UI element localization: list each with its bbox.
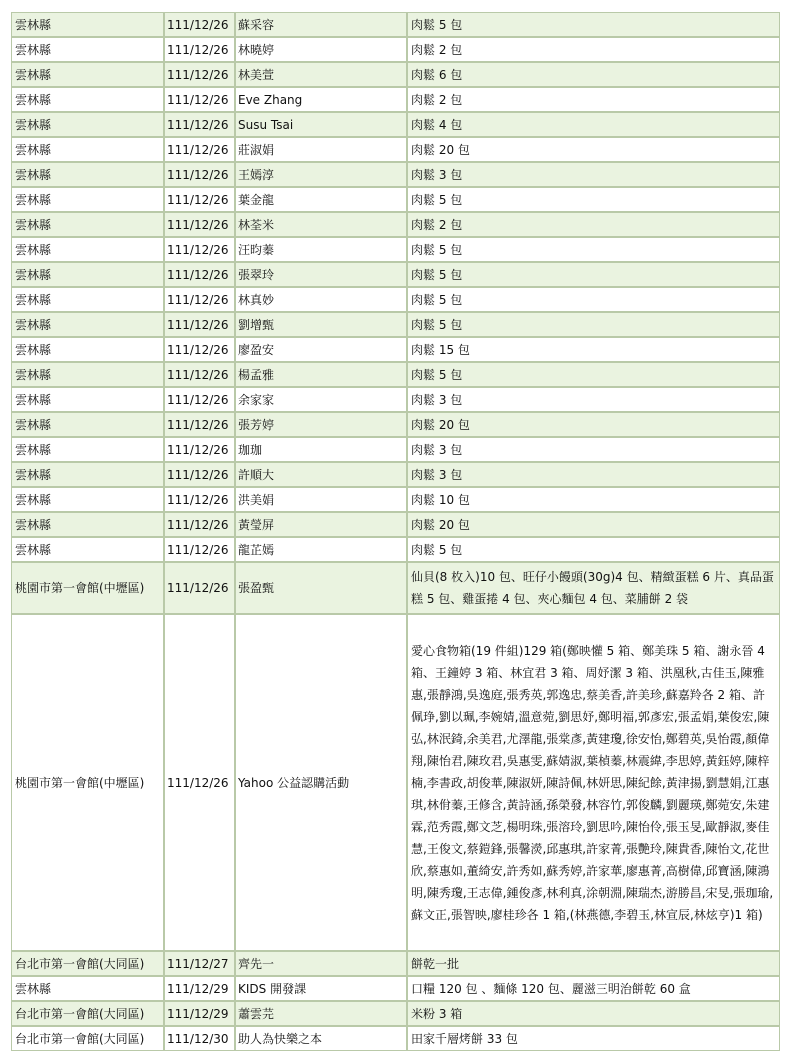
date-cell: 111/12/26 [164, 337, 235, 362]
donor-cell: 林曉婷 [235, 37, 407, 62]
table-row [11, 12, 780, 37]
date-cell: 111/12/26 [164, 537, 235, 562]
date-cell: 111/12/27 [164, 951, 235, 976]
county-cell: 雲林縣 [11, 487, 164, 512]
county-cell: 雲林縣 [11, 137, 164, 162]
date-cell: 111/12/30 [164, 1026, 235, 1051]
date-cell: 111/12/26 [164, 562, 235, 614]
item-cell: 肉鬆 10 包 [407, 487, 780, 512]
donation-list [11, 12, 780, 1051]
donor-cell: 黃瑩屏 [235, 512, 407, 537]
date-cell: 111/12/26 [164, 212, 235, 237]
item-cell: 肉鬆 5 包 [407, 362, 780, 387]
date-cell: 111/12/26 [164, 614, 235, 951]
county-cell: 雲林縣 [11, 237, 164, 262]
county-cell: 雲林縣 [11, 437, 164, 462]
table-row [11, 976, 780, 1001]
donor-cell: 葉金龍 [235, 187, 407, 212]
date-cell: 111/12/26 [164, 512, 235, 537]
item-cell: 肉鬆 5 包 [407, 237, 780, 262]
item-cell: 肉鬆 4 包 [407, 112, 780, 137]
date-cell: 111/12/26 [164, 87, 235, 112]
date-cell: 111/12/26 [164, 12, 235, 37]
county-cell: 雲林縣 [11, 287, 164, 312]
donor-cell: 莊淑娟 [235, 137, 407, 162]
donor-cell: 余家家 [235, 387, 407, 412]
donor-cell: 齊先一 [235, 951, 407, 976]
table-row [11, 537, 780, 562]
county-cell: 雲林縣 [11, 212, 164, 237]
table-row [11, 1026, 780, 1051]
item-cell: 肉鬆 5 包 [407, 287, 780, 312]
county-cell: 雲林縣 [11, 62, 164, 87]
county-cell: 雲林縣 [11, 87, 164, 112]
county-cell: 雲林縣 [11, 337, 164, 362]
date-cell: 111/12/26 [164, 237, 235, 262]
county-cell: 雲林縣 [11, 162, 164, 187]
county-cell: 雲林縣 [11, 362, 164, 387]
item-cell: 肉鬆 3 包 [407, 162, 780, 187]
county-cell: 雲林縣 [11, 387, 164, 412]
table-row [11, 512, 780, 537]
county-cell: 台北市第一會館(大同區) [11, 1026, 164, 1051]
item-cell: 愛心食物箱(19 件組)129 箱(鄭映懽 5 箱、鄭美珠 5 箱、謝永晉 4 箱、王鐘婷 3 箱、林宜君 3 箱、周妤潔 3 箱、洪凰秋,古佳玉,陳雅惠,張靜鴻,吳逸庭,張秀英,郭逸忠,蔡美香,許美珍,蘇嘉羚各 2 箱、許佩琤,劉以珮,李婉婧,溫意菀,劉思妤,鄭明福,郭彥宏,張孟娟,葉俊宏,陳弘,林泯錡,余美君,尤澤龍,張棠彥,黃建瓊,徐安怡,鄭碧英,吳怡霞,顏偉翔,陳怡君,陳玫君,吳惠雯,蘇婧淑,葉楨蓁,林震緯,李思婷,黃鈺婷,陳梓楠,李書政,胡俊華,陳淑妍,陳詩佩,林妍思,陳紀餘,黃津揚,劉慧娟,江惠琪,林佾蓁,王修含,黃詩涵,孫榮發,林容竹,郭俊麟,劉麗瑛,鄭菀安,朱建霖,范秀霞,鄭文芝,楊明珠,張溶玲,劉思吟,陳怡伶,張玉旻,歐靜淑,麥佳慧,王俊文,蔡鎧鋒,張馨濙,邱惠琪,許家菁,張艷玲,陳貴香,陳怡文,花世欣,蔡惠如,董綺安,許秀如,蘇秀婷,許家華,廖惠菁,高樹偉,邱寶涵,陳鴻明,陳秀瓊,王志偉,鍾俊彥,林利真,涂朝淵,陳瑞杰,游勝昌,宋旻,張珈瑜,蘇文正,張智映,廖桂珍各 1 箱,(林燕德,李碧玉,林宣辰,林炫亨)1 箱) [407, 614, 780, 951]
item-cell: 肉鬆 15 包 [407, 337, 780, 362]
donor-cell: Susu Tsai [235, 112, 407, 137]
table-row [11, 562, 780, 614]
donor-cell: 助人為快樂之本 [235, 1026, 407, 1051]
county-cell: 雲林縣 [11, 512, 164, 537]
table-row [11, 237, 780, 262]
county-cell: 雲林縣 [11, 262, 164, 287]
donor-cell: 林荃米 [235, 212, 407, 237]
table-row [11, 87, 780, 112]
donor-cell: 洪美娟 [235, 487, 407, 512]
item-cell: 肉鬆 3 包 [407, 387, 780, 412]
item-cell: 肉鬆 2 包 [407, 212, 780, 237]
county-cell: 台北市第一會館(大同區) [11, 1001, 164, 1026]
date-cell: 111/12/29 [164, 976, 235, 1001]
donor-cell: KIDS 開發課 [235, 976, 407, 1001]
item-cell: 肉鬆 6 包 [407, 62, 780, 87]
donation-table-body [11, 12, 780, 1051]
item-cell: 肉鬆 2 包 [407, 37, 780, 62]
table-row [11, 137, 780, 162]
table-row [11, 112, 780, 137]
date-cell: 111/12/26 [164, 187, 235, 212]
date-cell: 111/12/26 [164, 437, 235, 462]
donor-cell: 張翠玲 [235, 262, 407, 287]
item-cell: 仙貝(8 枚入)10 包、旺仔小饅頭(30g)4 包、精緻蛋糕 6 片、真品蛋糕 5 包、雞蛋捲 4 包、夾心麵包 4 包、菜脯餅 2 袋 [407, 562, 780, 614]
county-cell: 雲林縣 [11, 462, 164, 487]
county-cell: 雲林縣 [11, 976, 164, 1001]
donor-cell: 汪昀蓁 [235, 237, 407, 262]
item-cell: 口糧 120 包 、麵條 120 包、麗滋三明治餅乾 60 盒 [407, 976, 780, 1001]
date-cell: 111/12/26 [164, 362, 235, 387]
table-row [11, 951, 780, 976]
county-cell: 雲林縣 [11, 187, 164, 212]
county-cell: 雲林縣 [11, 112, 164, 137]
item-cell: 肉鬆 20 包 [407, 137, 780, 162]
table-row [11, 487, 780, 512]
date-cell: 111/12/26 [164, 462, 235, 487]
table-row [11, 187, 780, 212]
donor-cell: 林美萱 [235, 62, 407, 87]
donor-cell: 王嫣淳 [235, 162, 407, 187]
item-cell: 田家千層烤餅 33 包 [407, 1026, 780, 1051]
county-cell: 雲林縣 [11, 37, 164, 62]
county-cell: 桃園市第一會館(中壢區) [11, 562, 164, 614]
donor-cell: 劉增甄 [235, 312, 407, 337]
item-cell: 肉鬆 3 包 [407, 437, 780, 462]
county-cell: 雲林縣 [11, 412, 164, 437]
county-cell: 雲林縣 [11, 537, 164, 562]
date-cell: 111/12/26 [164, 312, 235, 337]
date-cell: 111/12/26 [164, 112, 235, 137]
item-cell: 肉鬆 5 包 [407, 537, 780, 562]
table-row [11, 412, 780, 437]
date-cell: 111/12/26 [164, 387, 235, 412]
date-cell: 111/12/29 [164, 1001, 235, 1026]
donor-cell: 張盈甄 [235, 562, 407, 614]
table-row [11, 262, 780, 287]
donor-cell: Yahoo 公益認購活動 [235, 614, 407, 951]
donor-cell: 楊孟雅 [235, 362, 407, 387]
date-cell: 111/12/26 [164, 62, 235, 87]
date-cell: 111/12/26 [164, 262, 235, 287]
donor-cell: 蘇采容 [235, 12, 407, 37]
item-cell: 肉鬆 5 包 [407, 187, 780, 212]
donation-table [11, 12, 780, 1051]
donor-cell: 張芳婷 [235, 412, 407, 437]
table-row [11, 162, 780, 187]
date-cell: 111/12/26 [164, 162, 235, 187]
table-row [11, 337, 780, 362]
item-cell: 肉鬆 3 包 [407, 462, 780, 487]
date-cell: 111/12/26 [164, 487, 235, 512]
date-cell: 111/12/26 [164, 37, 235, 62]
date-cell: 111/12/26 [164, 287, 235, 312]
item-cell: 餅乾一批 [407, 951, 780, 976]
item-cell: 肉鬆 20 包 [407, 412, 780, 437]
county-cell: 雲林縣 [11, 312, 164, 337]
table-row [11, 62, 780, 87]
table-row [11, 462, 780, 487]
item-cell: 肉鬆 20 包 [407, 512, 780, 537]
item-cell: 米粉 3 箱 [407, 1001, 780, 1026]
table-row [11, 437, 780, 462]
table-row [11, 614, 780, 951]
donor-cell: Eve Zhang [235, 87, 407, 112]
date-cell: 111/12/26 [164, 137, 235, 162]
table-row [11, 287, 780, 312]
donor-cell: 林真妙 [235, 287, 407, 312]
donor-cell: 廖盈安 [235, 337, 407, 362]
county-cell: 桃園市第一會館(中壢區) [11, 614, 164, 951]
date-cell: 111/12/26 [164, 412, 235, 437]
table-row [11, 362, 780, 387]
table-row [11, 37, 780, 62]
donor-cell: 龍芷嫣 [235, 537, 407, 562]
county-cell: 雲林縣 [11, 12, 164, 37]
donor-cell: 珈珈 [235, 437, 407, 462]
donor-cell: 蕭雲芫 [235, 1001, 407, 1026]
item-cell: 肉鬆 5 包 [407, 262, 780, 287]
county-cell: 台北市第一會館(大同區) [11, 951, 164, 976]
item-cell: 肉鬆 5 包 [407, 312, 780, 337]
item-cell: 肉鬆 5 包 [407, 12, 780, 37]
table-row [11, 312, 780, 337]
item-cell: 肉鬆 2 包 [407, 87, 780, 112]
table-row [11, 1001, 780, 1026]
table-row [11, 387, 780, 412]
table-row [11, 212, 780, 237]
donor-cell: 許順大 [235, 462, 407, 487]
